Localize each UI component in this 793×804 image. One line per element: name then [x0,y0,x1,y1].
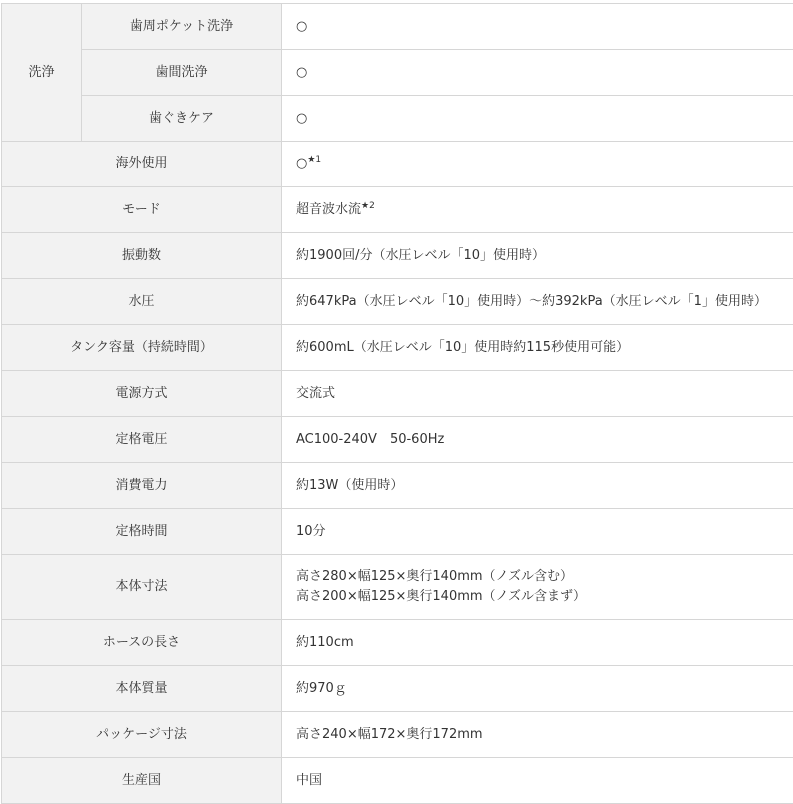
spec-value: 約13W（使用時） [282,463,793,509]
table-row [2,417,793,463]
table-row [2,712,793,758]
spec-value: 約110cm [282,620,793,666]
spec-value: 約970ｇ [282,666,793,712]
spec-label: パッケージ寸法 [2,712,282,758]
spec-label: 生産国 [2,758,282,804]
spec-value [282,555,793,620]
table-row [2,666,793,712]
table-row [2,233,793,279]
spec-label: 電源方式 [2,371,282,417]
spec-value: ○ [282,96,793,142]
table-row [2,50,793,96]
spec-value: 高さ240×幅172×奥行172mm [282,712,793,758]
table-row [2,4,793,50]
spec-table [1,3,793,804]
spec-label: 歯ぐきケア [82,96,282,142]
spec-value: AC100-240V 50-60Hz [282,417,793,463]
spec-label: 歯周ポケット洗浄 [82,4,282,50]
table-row [2,758,793,804]
spec-value-line: 高さ280×幅125×奥行140mm（ノズル含む） [296,567,793,587]
footnote-mark: ★1 [307,155,321,165]
spec-value: 約647kPa（水圧レベル「10」使用時）〜約392kPa（水圧レベル「1」使用時） [282,279,793,325]
spec-value: 超音波水流$^{★2}$ [282,187,793,233]
table-row [2,279,793,325]
spec-label: 本体質量 [2,666,282,712]
table-row [2,187,793,233]
spec-label: 水圧 [2,279,282,325]
spec-value: ○$^{★1}$ [282,142,793,187]
table-row [2,371,793,417]
footnote-mark: ★2 [361,201,375,211]
spec-label: ホースの長さ [2,620,282,666]
spec-label: モード [2,187,282,233]
spec-value: 約600mL（水圧レベル「10」使用時約115秒使用可能） [282,325,793,371]
spec-label: 歯間洗浄 [82,50,282,96]
spec-value: 10分 [282,509,793,555]
spec-label: タンク容量（持続時間） [2,325,282,371]
spec-value: 約1900回/分（水圧レベル「10」使用時） [282,233,793,279]
spec-value: ○ [282,50,793,96]
spec-label: 消費電力 [2,463,282,509]
cleaning-group-label: 洗浄 [2,4,82,142]
table-row [2,555,793,620]
spec-label: 海外使用 [2,142,282,187]
table-row [2,463,793,509]
spec-value: ○ [282,4,793,50]
table-row [2,325,793,371]
spec-label: 振動数 [2,233,282,279]
spec-label: 定格電圧 [2,417,282,463]
table-row [2,142,793,187]
spec-value: 中国 [282,758,793,804]
table-row [2,620,793,666]
table-row [2,96,793,142]
spec-value: 交流式 [282,371,793,417]
spec-label: 本体寸法 [2,555,282,620]
spec-label: 定格時間 [2,509,282,555]
spec-value-line: 高さ200×幅125×奥行140mm（ノズル含まず） [296,587,793,607]
table-row [2,509,793,555]
